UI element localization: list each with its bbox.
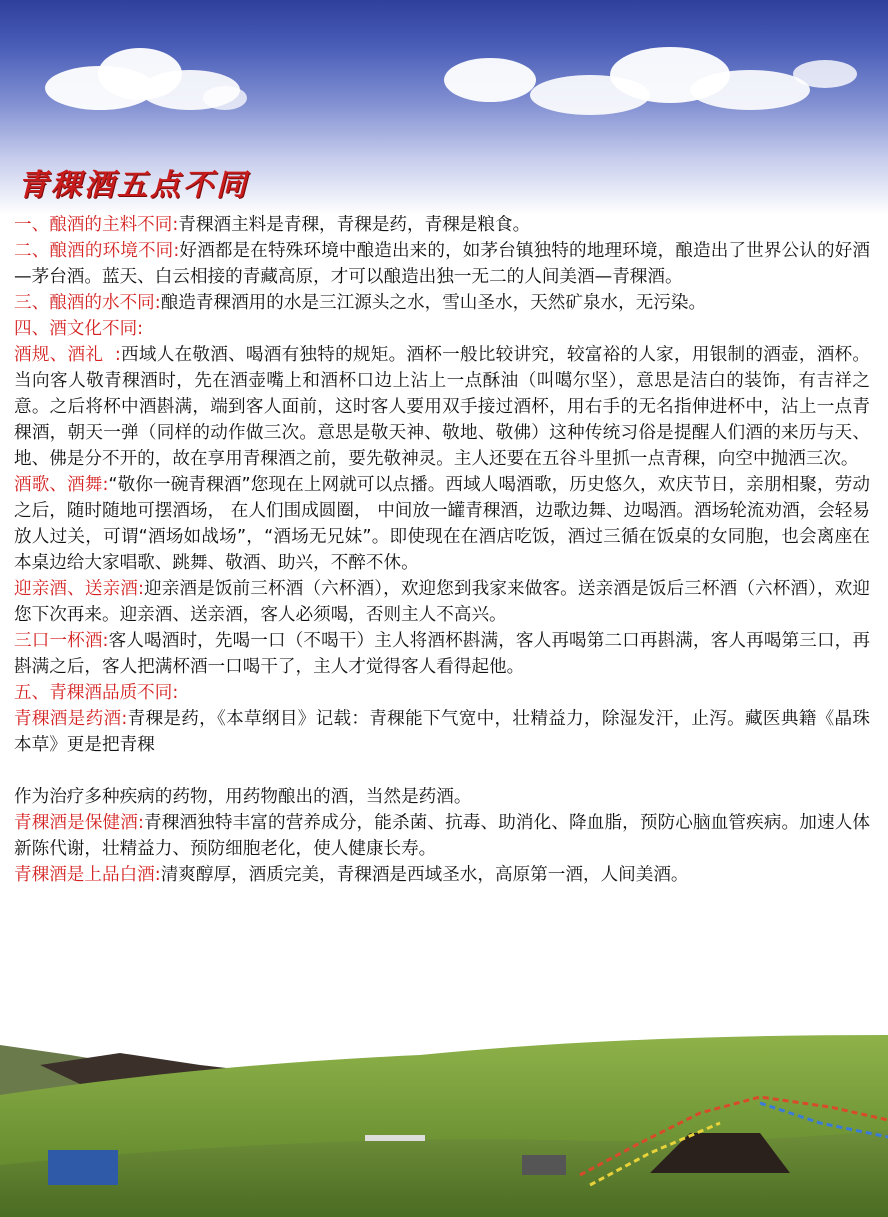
- section-heading: 四、酒文化不同:: [14, 319, 144, 339]
- section-etiquette: [14, 342, 870, 472]
- cloud-icon: [440, 40, 860, 130]
- section-heading: 二、酿酒的环境不同:: [14, 241, 180, 261]
- section-culture: [14, 316, 870, 342]
- section-songs-dances: [14, 472, 870, 576]
- vehicle-icon: [522, 1155, 566, 1175]
- section-water: [14, 290, 870, 316]
- spacer: [14, 758, 870, 784]
- section-text: 西域人在敬酒、喝酒有独特的规矩。酒杯一般比较讲究，较富裕的人家，用银制的酒壶，酒杯。当向客人敬青稞酒时，先在酒壶嘴上和酒杯口边上沾上一点酥油（叫噶尔坚），意思是洁白的装饰，有吉祥之意。之后将杯中酒斟满，端到客人面前，这时客人要用双手接过酒杯，用右手的无名指伸进杯中，沾上一点青稞酒，朝天一弹（同样的动作做三次。意思是敬天神、敬地、敬佛）这种传统习俗是提醒人们酒的来历与天、地、佛是分不开的，故在享用青稞酒之前，要先敬神灵。主人还要在五谷斗里抓一点青稞，向空中抛洒三次。: [14, 345, 870, 469]
- section-main-ingredient: [14, 212, 870, 238]
- grassland-landscape-image: [0, 1025, 888, 1217]
- section-heading: 五、青稞酒品质不同:: [14, 683, 179, 703]
- section-three-sips: [14, 628, 870, 680]
- section-quality: [14, 680, 870, 706]
- section-heading: 迎亲酒、送亲酒:: [14, 579, 144, 599]
- section-text: 青稞酒主料是青稞，青稞是药，青稞是粮食。: [178, 215, 531, 235]
- section-text: 迎亲酒是饭前三杯酒（六杯酒），欢迎您到我家来做客。送亲酒是饭后三杯酒（六杯酒），欢迎您下次再来。迎亲酒、送亲酒，客人必须喝，否则主人不高兴。: [14, 579, 871, 625]
- blue-tent-icon: [48, 1150, 118, 1185]
- white-tents-icon: [365, 1135, 425, 1141]
- section-heading: 青稞酒是上品白酒:: [14, 865, 161, 885]
- section-text: 酿造青稞酒用的水是三江源头之水，雪山圣水，天然矿泉水，无污染。: [160, 293, 707, 313]
- section-heading: 三口一杯酒:: [14, 631, 109, 651]
- section-text: 青稞酒独特丰富的营养成分，能杀菌、抗毒、助消化、降血脂，预防心脑血管疾病。加速人体新陈代谢，壮精益力、预防细胞老化，使人健康长寿。: [14, 813, 870, 859]
- section-heading: 酒规、酒礼 :: [14, 345, 121, 365]
- section-environment: [14, 238, 870, 290]
- page-title: 青稞酒五点不同: [18, 168, 249, 203]
- section-heading: 三、酿酒的水不同:: [14, 293, 161, 313]
- article-body: [14, 212, 870, 888]
- section-heading: 酒歌、酒舞:: [14, 475, 109, 495]
- section-medicinal: [14, 706, 870, 758]
- section-text: 作为治疗多种疾病的药物，用药物酿出的酒，当然是药酒。: [14, 787, 472, 807]
- section-heading: 青稞酒是保健酒:: [14, 813, 144, 833]
- section-text: “敬你一碗青稞酒”您现在上网就可以点播。西域人喝酒歌，历史悠久，欢庆节日，亲朋相聚，劳动之后，随时随地可摆酒场， 在人们围成圆圈， 中间放一罐青稞酒，边歌边舞、边喝酒。酒场轮流劝酒，会轻易放人过关，可谓“酒场如战场”，“酒场无兄妹”。即使现在在酒店吃饭，酒过三循在饭桌的女同胞，也会离座在本桌边给大家唱歌、跳舞、敬酒、助兴，不醉不休。: [14, 475, 871, 573]
- section-medicinal-cont: [14, 784, 870, 810]
- section-text: 清爽醇厚，酒质完美，青稞酒是西域圣水，高原第一酒，人间美酒。: [160, 865, 689, 885]
- section-text: 好酒都是在特殊环境中酿造出来的，如茅台镇独特的地理环境，酿造出了世界公认的好酒—茅台酒。蓝天、白云相接的青藏高原，才可以酿造出独一无二的人间美酒—青稞酒。: [14, 241, 870, 287]
- section-text: 青稞是药，《本草纲目》记载：青稞能下气宽中，壮精益力，除湿发汗，止泻。藏医典籍《晶珠本草》更是把青稞: [14, 709, 870, 755]
- section-premium: [14, 862, 870, 888]
- section-text: 客人喝酒时，先喝一口（不喝干）主人将酒杯斟满，客人再喝第二口再斟满，客人再喝第三口，再斟满之后，客人把满杯酒一口喝干了，主人才觉得客人看得起他。: [14, 631, 870, 677]
- section-welcome-farewell: [14, 576, 870, 628]
- section-heading: 青稞酒是药酒:: [14, 709, 128, 729]
- cloud-icon: [40, 40, 250, 120]
- section-heading: 一、酿酒的主料不同:: [14, 215, 179, 235]
- section-health: [14, 810, 870, 862]
